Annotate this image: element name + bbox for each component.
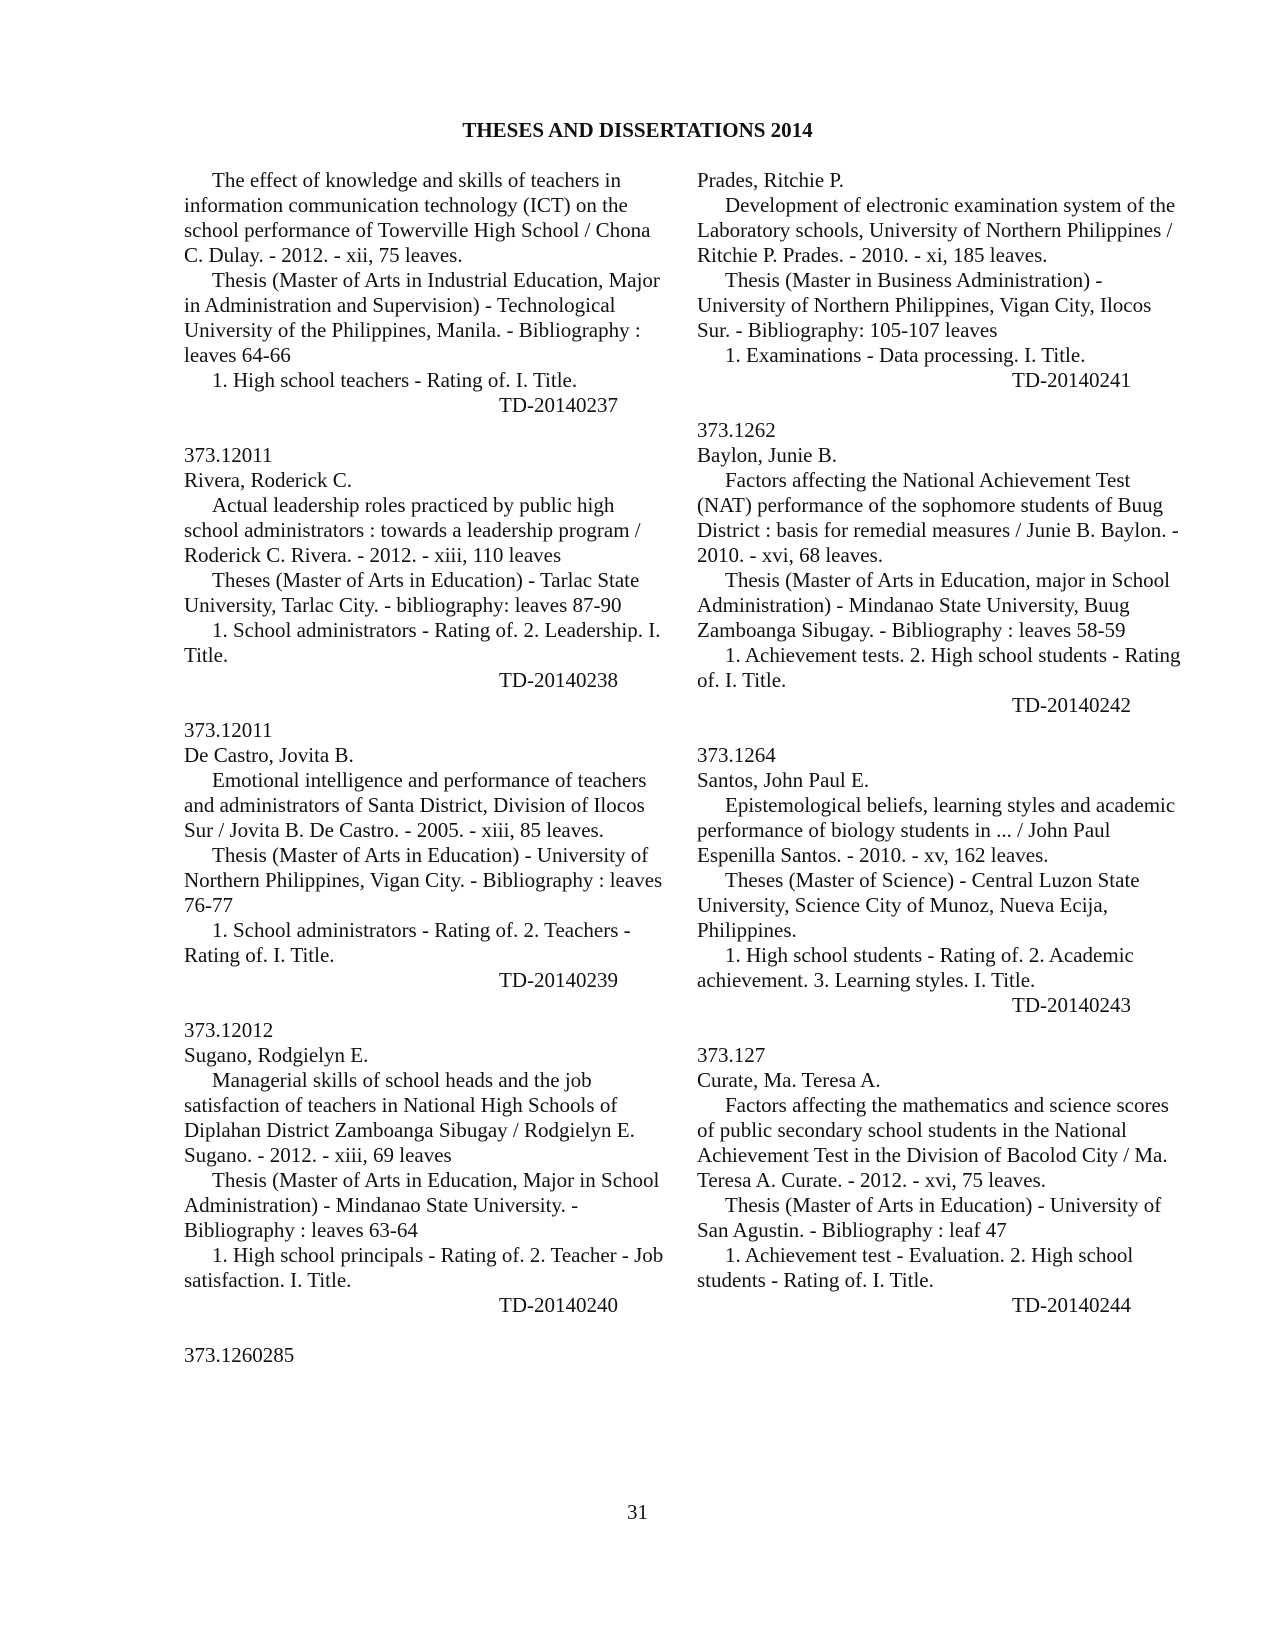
entry-accession-number: TD-20140239 (499, 968, 618, 992)
page-title: THESES AND DISSERTATIONS 2014 (462, 118, 813, 142)
entry-call-number: 373.12011 (184, 718, 273, 742)
entry-title-statement: Emotional intelligence and performance of teachers and administrators of Santa District, Division of Ilocos Sur / Jovita B. De Castro. - 2005. - xiii, 85 leaves. (184, 768, 647, 842)
entry-title-statement: Factors affecting the mathematics and science scores of public secondary school students in the National Achievement Test in the Division of Bacolod City / Ma. Teresa A. Curate. - 2012. - xvi, 75 leaves. (697, 1093, 1169, 1192)
entry-author: Sugano, Rodgielyn E. (184, 1043, 369, 1067)
entry-call-number: 373.1262 (697, 418, 776, 442)
entry-thesis-note: Theses (Master of Science) - Central Luzon State University, Science City of Munoz, Nueva Ecija, Philippines. (697, 868, 1140, 942)
entry-thesis-note: Theses (Master of Arts in Education) - Tarlac State University, Tarlac City. - bibliography: leaves 87-90 (184, 568, 640, 617)
entry-accession-number: TD-20140240 (499, 1293, 618, 1317)
entry-thesis-note: Thesis (Master of Arts in Education, Major in School Administration) - Mindanao State University. - Bibliography : leaves 63-64 (184, 1168, 660, 1242)
left-column (184, 168, 669, 1368)
page-number: 31 (627, 1500, 648, 1524)
entry-accession-number: TD-20140244 (1012, 1293, 1131, 1317)
entry-title-statement: Actual leadership roles practiced by public high school administrators : towards a leadership program / Roderick C. Rivera. - 2012. - xiii, 110 leaves (184, 493, 641, 567)
entry-author: Rivera, Roderick C. (184, 468, 352, 492)
entry-title-statement: Managerial skills of school heads and the job satisfaction of teachers in National High Schools of Diplahan District Zamboanga Sibugay / Rodgielyn E. Sugano. - 2012. - xiii, 69 leaves (184, 1068, 635, 1167)
entry-thesis-note: Thesis (Master of Arts in Education) - University of Northern Philippines, Vigan City. - Bibliography : leaves 76-77 (184, 843, 663, 917)
catalog-entry (697, 418, 1182, 718)
catalog-entry (697, 168, 1182, 393)
entry-subjects: 1. High school students - Rating of. 2. Academic achievement. 3. Learning styles. I. Title. (697, 943, 1134, 992)
entry-title-statement: The effect of knowledge and skills of teachers in information communication technology (ICT) on the school performance of Towerville High School / Chona C. Dulay. - 2012. - xii, 75 leaves. (184, 168, 651, 267)
entry-subjects: 1. High school principals - Rating of. 2. Teacher - Job satisfaction. I. Title. (184, 1243, 664, 1292)
right-column (697, 168, 1182, 1343)
catalog-entry (184, 168, 669, 418)
entry-thesis-note: Thesis (Master of Arts in Education, major in School Administration) - Mindanao State University, Buug Zamboanga Sibugay. - Bibliography : leaves 58-59 (697, 568, 1171, 642)
catalog-entry (697, 1043, 1182, 1318)
entry-call-number: 373.12012 (184, 1018, 274, 1042)
entry-title-statement: Epistemological beliefs, learning styles and academic performance of biology students in ... / John Paul Espenilla Santos. - 2010. - xv, 162 leaves. (697, 793, 1176, 867)
trailing-call-number: 373.1260285 (184, 1343, 295, 1367)
entry-author: Prades, Ritchie P. (697, 168, 844, 192)
entry-author: Curate, Ma. Teresa A. (697, 1068, 881, 1092)
entry-call-number: 373.1264 (697, 743, 776, 767)
entry-call-number: 373.12011 (184, 443, 273, 467)
catalog-entry (184, 718, 669, 993)
entry-call-number: 373.127 (697, 1043, 766, 1067)
entry-accession-number: TD-20140241 (1012, 368, 1131, 392)
entry-accession-number: TD-20140242 (1012, 693, 1131, 717)
entry-accession-number: TD-20140238 (499, 668, 618, 692)
catalog-entry (697, 743, 1182, 1018)
catalog-entry (184, 1018, 669, 1318)
entry-title-statement: Factors affecting the National Achievement Test (NAT) performance of the sophomore students of Buug District : basis for remedial measures / Junie B. Baylon. - 2010. - xvi, 68 leaves. (697, 468, 1179, 567)
entry-subjects: 1. School administrators - Rating of. 2. Leadership. I. Title. (184, 618, 661, 667)
entry-thesis-note: Thesis (Master of Arts in Industrial Education, Major in Administration and Supervision) - Technological University of the Philippines, Manila. - Bibliography : leaves 64-66 (184, 268, 660, 367)
entry-subjects: 1. Examinations - Data processing. I. Title. (725, 343, 1086, 367)
entry-accession-number: TD-20140243 (1012, 993, 1131, 1017)
entry-thesis-note: Thesis (Master of Arts in Education) - University of San Agustin. - Bibliography : leaf 47 (697, 1193, 1162, 1242)
entry-accession-number: TD-20140237 (499, 393, 618, 417)
entry-subjects: 1. Achievement test - Evaluation. 2. High school students - Rating of. I. Title. (697, 1243, 1134, 1292)
entry-subjects: 1. High school teachers - Rating of. I. Title. (212, 368, 578, 392)
entry-thesis-note: Thesis (Master in Business Administration) - University of Northern Philippines, Vigan City, Ilocos Sur. - Bibliography: 105-107 leaves (697, 268, 1152, 342)
entry-title-statement: Development of electronic examination system of the Laboratory schools, University of Northern Philippines / Ritchie P. Prades. - 2010. - xi, 185 leaves. (697, 193, 1176, 267)
entry-author: Santos, John Paul E. (697, 768, 870, 792)
entry-author: Baylon, Junie B. (697, 443, 837, 467)
entry-subjects: 1. Achievement tests. 2. High school students - Rating of. I. Title. (697, 643, 1181, 692)
entry-author: De Castro, Jovita B. (184, 743, 354, 767)
catalog-entry (184, 443, 669, 693)
entry-subjects: 1. School administrators - Rating of. 2. Teachers - Rating of. I. Title. (184, 918, 631, 967)
